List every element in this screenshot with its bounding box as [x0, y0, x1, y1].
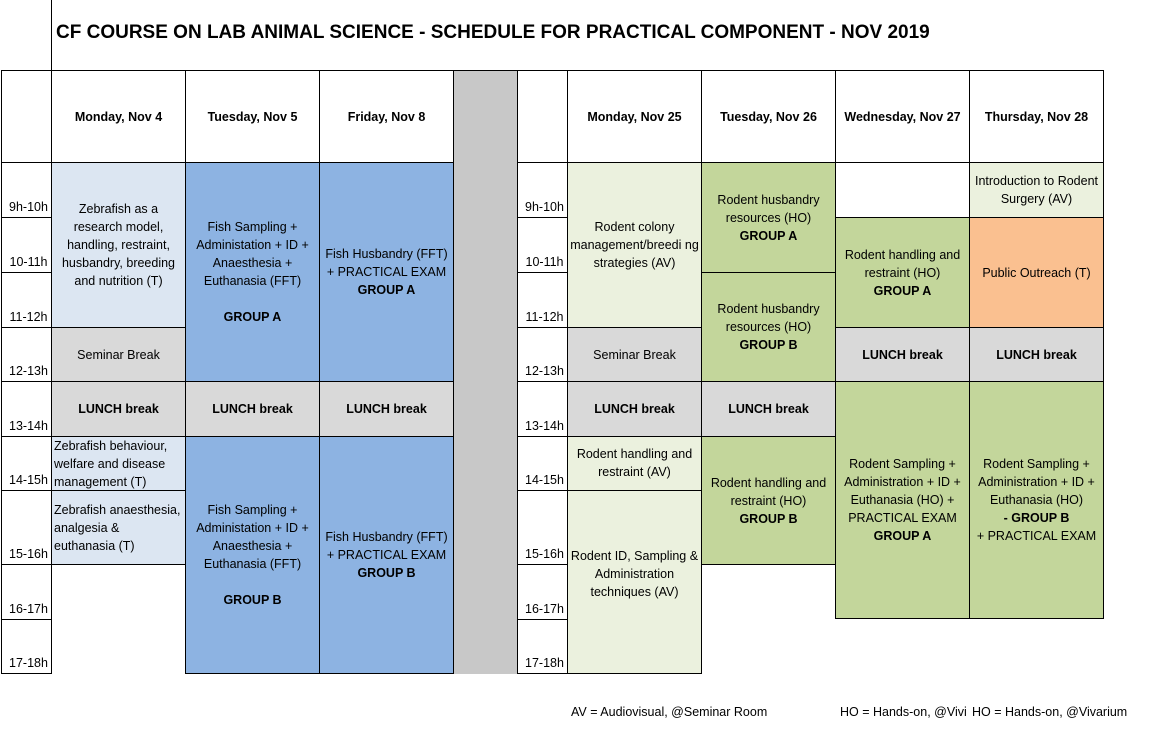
- group-label: GROUP A: [739, 228, 798, 243]
- session-zebrafish-behaviour: Zebrafish behaviour, welfare and disease management (T): [51, 436, 186, 491]
- session-public-outreach: Public Outreach (T): [969, 217, 1104, 328]
- lunch-break: LUNCH break: [319, 381, 454, 437]
- group-label: GROUP B: [739, 512, 798, 526]
- day-header: Thursday, Nov 28: [969, 70, 1104, 163]
- session-text: Rodent handling and restraint (HO): [844, 247, 961, 280]
- lunch-break: LUNCH break: [701, 381, 836, 437]
- lunch-break: LUNCH break: [567, 381, 702, 437]
- time-slot: 16-17h: [1, 564, 52, 620]
- lunch-break: LUNCH break: [51, 381, 186, 437]
- left-border-line: [51, 0, 52, 70]
- session-intro-rodent-surgery: Introduction to Rodent Surgery (AV): [969, 162, 1104, 218]
- session-fish-husbandry-b: [319, 436, 454, 674]
- group-label: - GROUP B: [1003, 511, 1070, 525]
- seminar-break: Seminar Break: [567, 327, 702, 382]
- time-slot: 10-11h: [517, 217, 568, 273]
- group-label: GROUP B: [357, 566, 416, 580]
- session-rodent-husbandry-b: [701, 272, 836, 382]
- group-label: GROUP A: [873, 529, 932, 543]
- lunch-break: LUNCH break: [969, 327, 1104, 382]
- time-slot: 17-18h: [517, 619, 568, 674]
- session-rodent-colony: Rodent colony management/breedi ng strategies (AV): [567, 162, 702, 328]
- empty-cell: [51, 564, 186, 674]
- exam-label: + PRACTICAL EXAM: [976, 529, 1097, 543]
- session-text: Rodent handling and restraint (HO): [710, 476, 827, 508]
- time-slot: 14-15h: [517, 436, 568, 491]
- time-slot: 11-12h: [1, 272, 52, 328]
- time-slot: 16-17h: [517, 564, 568, 620]
- corner-cell: [1, 70, 52, 163]
- time-slot: 9h-10h: [1, 162, 52, 218]
- lunch-break: LUNCH break: [835, 327, 970, 382]
- session-text: Fish Husbandry (FFT) + PRACTICAL EXAM: [325, 530, 448, 562]
- time-slot: 13-14h: [1, 381, 52, 437]
- session-fish-sampling-a: [185, 162, 320, 382]
- legend-ho-text: HO = Hands-on, @Vivi: [840, 705, 967, 719]
- time-slot: 11-12h: [517, 272, 568, 328]
- time-slot: 12-13h: [517, 327, 568, 382]
- session-rodent-sampling-b: [969, 381, 1104, 619]
- session-text: Rodent husbandry resources (HO): [717, 302, 820, 334]
- time-slot: 17-18h: [1, 619, 52, 674]
- day-header: Tuesday, Nov 5: [185, 70, 320, 163]
- session-rodent-handling-ho-b: [701, 436, 836, 565]
- empty-cell: [835, 162, 970, 218]
- session-rodent-id-sampling: Rodent ID, Sampling & Administration techniques (AV): [567, 490, 702, 674]
- session-zebrafish-anaesthesia: Zebrafish anaesthesia, analgesia & euthanasia (T): [51, 490, 186, 565]
- session-fish-sampling-b: [185, 436, 320, 674]
- session-rodent-handling-av: Rodent handling and restraint (AV): [567, 436, 702, 491]
- time-slot: 12-13h: [1, 327, 52, 382]
- session-fish-husbandry-a: [319, 162, 454, 382]
- time-slot: 15-16h: [1, 490, 52, 565]
- session-text: Fish Sampling + Administation + ID + Anaesthesia + Euthanasia (FFT): [196, 503, 309, 571]
- group-label: GROUP B: [739, 338, 798, 352]
- time-slot: 13-14h: [517, 381, 568, 437]
- session-text: Rodent husbandry resources (HO): [717, 192, 820, 225]
- day-header: Monday, Nov 25: [567, 70, 702, 163]
- corner-cell: [517, 70, 568, 163]
- session-text: Rodent Sampling + Administration + ID + Euthanasia (HO): [978, 457, 1095, 507]
- day-header: Friday, Nov 8: [319, 70, 454, 163]
- group-label: GROUP A: [873, 283, 932, 298]
- lunch-break: LUNCH break: [185, 381, 320, 437]
- legend-av: AV = Audiovisual, @Seminar Room: [571, 705, 768, 719]
- session-rodent-handling-ho-a: [835, 217, 970, 328]
- session-zebrafish-model: Zebrafish as a research model, handling, restraint, husbandry, breeding and nutrition (T): [51, 162, 186, 328]
- block-separator: [454, 70, 517, 674]
- day-header: Wednesday, Nov 27: [835, 70, 970, 163]
- session-text: Fish Sampling + Administation + ID + Anaesthesia + Euthanasia (FFT): [196, 220, 309, 288]
- time-slot: 9h-10h: [517, 162, 568, 218]
- day-header: Monday, Nov 4: [51, 70, 186, 163]
- group-label: GROUP A: [357, 283, 416, 297]
- seminar-break: Seminar Break: [51, 327, 186, 382]
- session-rodent-sampling-a: [835, 381, 970, 619]
- group-label: GROUP B: [223, 593, 282, 607]
- time-slot: 14-15h: [1, 436, 52, 491]
- session-rodent-husbandry-a: [701, 162, 836, 273]
- legend-ho: [840, 705, 970, 719]
- session-text: Rodent Sampling + Administration + ID + Euthanasia (HO) + PRACTICAL EXAM: [844, 457, 961, 525]
- time-slot: 10-11h: [1, 217, 52, 273]
- group-label: GROUP A: [223, 310, 282, 324]
- day-header: Tuesday, Nov 26: [701, 70, 836, 163]
- time-slot: 15-16h: [517, 490, 568, 565]
- session-text: Fish Husbandry (FFT) + PRACTICAL EXAM: [325, 247, 448, 279]
- page-title: CF COURSE ON LAB ANIMAL SCIENCE - SCHEDULE FOR PRACTICAL COMPONENT - NOV 2019: [56, 22, 930, 43]
- legend-ho-vivarium: HO = Hands-on, @Vivarium: [972, 705, 1128, 719]
